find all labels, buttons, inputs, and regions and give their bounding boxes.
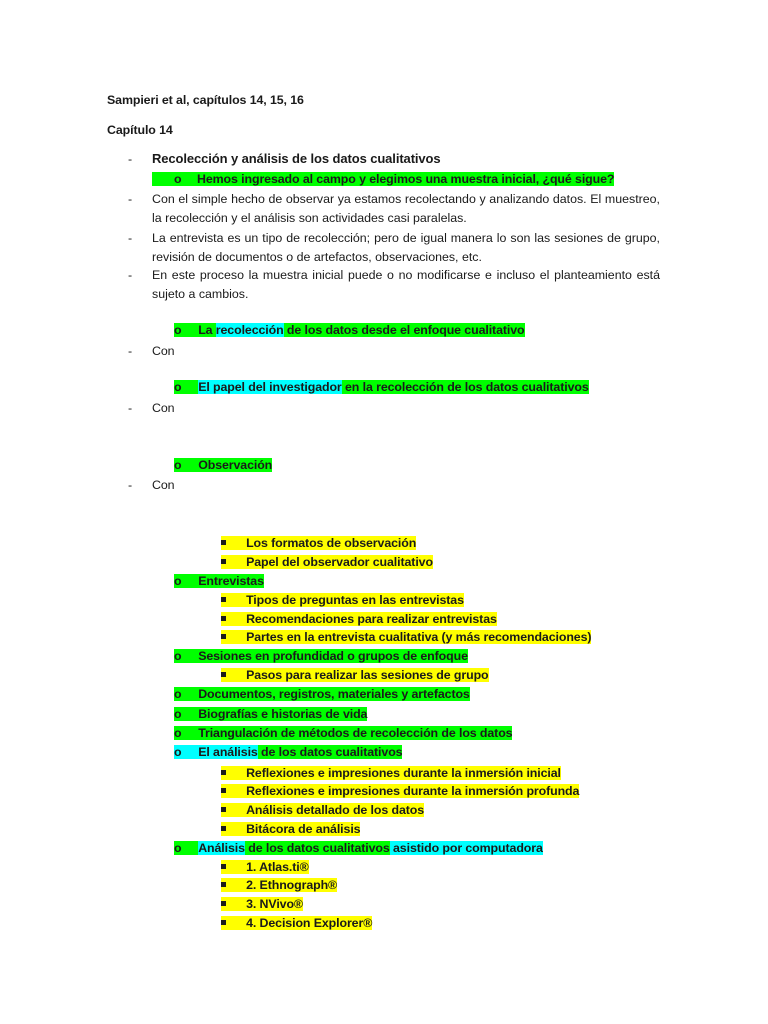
circle-bullet: o bbox=[174, 323, 182, 337]
square-bullet-icon bbox=[221, 616, 226, 621]
item-text: Tipos de preguntas en las entrevistas bbox=[246, 593, 464, 607]
square-bullet-icon bbox=[221, 559, 226, 564]
item-text: Partes en la entrevista cualitativa (y más recomendaciones) bbox=[246, 630, 592, 644]
item-text: 4. Decision Explorer® bbox=[246, 916, 373, 930]
outline-item bbox=[174, 322, 525, 338]
item-text: en la recolección de los datos cualitativos bbox=[345, 380, 589, 394]
circle-bullet: o bbox=[174, 841, 182, 855]
square-bullet-icon bbox=[221, 882, 226, 887]
circle-bullet: o bbox=[174, 649, 182, 663]
item-text-cyan: asistido por computadora bbox=[393, 841, 543, 855]
dash-marker: - bbox=[128, 231, 133, 245]
question-text: Hemos ingresado al campo y elegimos una muestra inicial, ¿qué sigue? bbox=[197, 172, 615, 186]
outline-item bbox=[174, 648, 468, 664]
item-text: 1. Atlas.ti® bbox=[246, 860, 309, 874]
source-title: Sampieri et al, capítulos 14, 15, 16 bbox=[107, 93, 304, 107]
sub-item bbox=[221, 554, 433, 570]
square-bullet-icon bbox=[221, 920, 226, 925]
outline-item bbox=[174, 457, 272, 473]
outline-item bbox=[174, 706, 367, 722]
circle-bullet: o bbox=[174, 380, 182, 394]
outline-item bbox=[174, 744, 402, 760]
square-bullet-icon bbox=[221, 672, 226, 677]
circle-bullet: o bbox=[174, 574, 182, 588]
chapter-title: Capítulo 14 bbox=[107, 123, 173, 137]
dash-marker: - bbox=[128, 401, 133, 415]
item-text: Reflexiones e impresiones durante la inmersión inicial bbox=[246, 766, 561, 780]
circle-bullet: o bbox=[174, 707, 182, 721]
square-bullet-icon bbox=[221, 901, 226, 906]
sub-item bbox=[221, 592, 464, 608]
item-text: Recomendaciones para realizar entrevistas bbox=[246, 612, 497, 626]
sub-item bbox=[221, 765, 561, 781]
placeholder-text: Con bbox=[152, 478, 175, 492]
item-text: Entrevistas bbox=[198, 574, 264, 588]
square-bullet-icon bbox=[221, 597, 226, 602]
item-text-cyan: Análisis bbox=[198, 841, 245, 855]
item-text-cyan: recolección bbox=[215, 323, 284, 337]
dash-marker: - bbox=[128, 344, 133, 358]
item-text: de los datos cualitativos bbox=[261, 745, 403, 759]
outline-item bbox=[174, 573, 264, 589]
sub-item bbox=[221, 896, 303, 912]
item-text: Biografías e historias de vida bbox=[198, 707, 368, 721]
item-text: de los datos desde el enfoque cualitativo bbox=[286, 323, 525, 337]
sub-item bbox=[221, 877, 337, 893]
outline-item bbox=[174, 379, 589, 395]
dash-marker: - bbox=[128, 192, 133, 206]
item-text: Triangulación de métodos de recolección de los datos bbox=[198, 726, 513, 740]
question-item bbox=[152, 171, 614, 187]
square-bullet-icon bbox=[221, 807, 226, 812]
item-text: Análisis detallado de los datos bbox=[246, 803, 425, 817]
paragraph: En este proceso la muestra inicial puede o no modificarse e incluso el planteamiento está sujeto a cambios. bbox=[152, 268, 660, 301]
paragraph: La entrevista es un tipo de recolección; pero de igual manera lo son las sesiones de grupo, revisión de documentos o de artefactos, observaciones, etc. bbox=[152, 231, 660, 264]
paragraph: Con el simple hecho de observar ya estamos recolectando y analizando datos. El muestreo, la recolección y el análisis son actividades casi paralelas. bbox=[152, 192, 660, 225]
outline-item bbox=[174, 686, 470, 702]
dash-marker: - bbox=[128, 478, 133, 492]
sub-item bbox=[221, 783, 579, 799]
square-bullet-icon bbox=[221, 826, 226, 831]
square-bullet-icon bbox=[221, 788, 226, 793]
circle-bullet: o bbox=[174, 726, 182, 740]
sub-item bbox=[221, 915, 372, 931]
outline-item bbox=[174, 725, 512, 741]
placeholder-text: Con bbox=[152, 344, 175, 358]
sub-item bbox=[221, 859, 309, 875]
sub-item bbox=[221, 802, 424, 818]
section-heading: Recolección y análisis de los datos cualitativos bbox=[152, 151, 441, 166]
sub-item bbox=[221, 611, 497, 627]
item-text: Observación bbox=[198, 458, 273, 472]
item-text: Sesiones en profundidad o grupos de enfoque bbox=[198, 649, 468, 663]
item-text: La bbox=[198, 323, 213, 337]
item-text: 2. Ethnograph® bbox=[246, 878, 338, 892]
sub-item bbox=[221, 535, 416, 551]
circle-bullet: o bbox=[174, 745, 182, 759]
item-text: Documentos, registros, materiales y artefactos bbox=[198, 687, 470, 701]
item-text: Bitácora de análisis bbox=[246, 822, 361, 836]
sub-item bbox=[221, 667, 489, 683]
item-text: Los formatos de observación bbox=[246, 536, 417, 550]
item-text-cyan: El análisis bbox=[198, 745, 258, 759]
circle-bullet: o bbox=[174, 172, 182, 186]
item-text: Pasos para realizar las sesiones de grupo bbox=[246, 668, 489, 682]
item-text: Reflexiones e impresiones durante la inmersión profunda bbox=[246, 784, 580, 798]
item-text: de los datos cualitativos bbox=[248, 841, 390, 855]
outline-item bbox=[174, 840, 543, 856]
dash-marker: - bbox=[128, 152, 133, 166]
sub-item bbox=[221, 821, 360, 837]
item-text-cyan: El papel del investigador bbox=[198, 380, 342, 394]
square-bullet-icon bbox=[221, 864, 226, 869]
dash-marker: - bbox=[128, 268, 133, 282]
square-bullet-icon bbox=[221, 634, 226, 639]
sub-item bbox=[221, 629, 591, 645]
circle-bullet: o bbox=[174, 458, 182, 472]
item-text: Papel del observador cualitativo bbox=[246, 555, 433, 569]
item-text: 3. NVivo® bbox=[246, 897, 303, 911]
square-bullet-icon bbox=[221, 540, 226, 545]
square-bullet-icon bbox=[221, 770, 226, 775]
circle-bullet: o bbox=[174, 687, 182, 701]
placeholder-text: Con bbox=[152, 401, 175, 415]
